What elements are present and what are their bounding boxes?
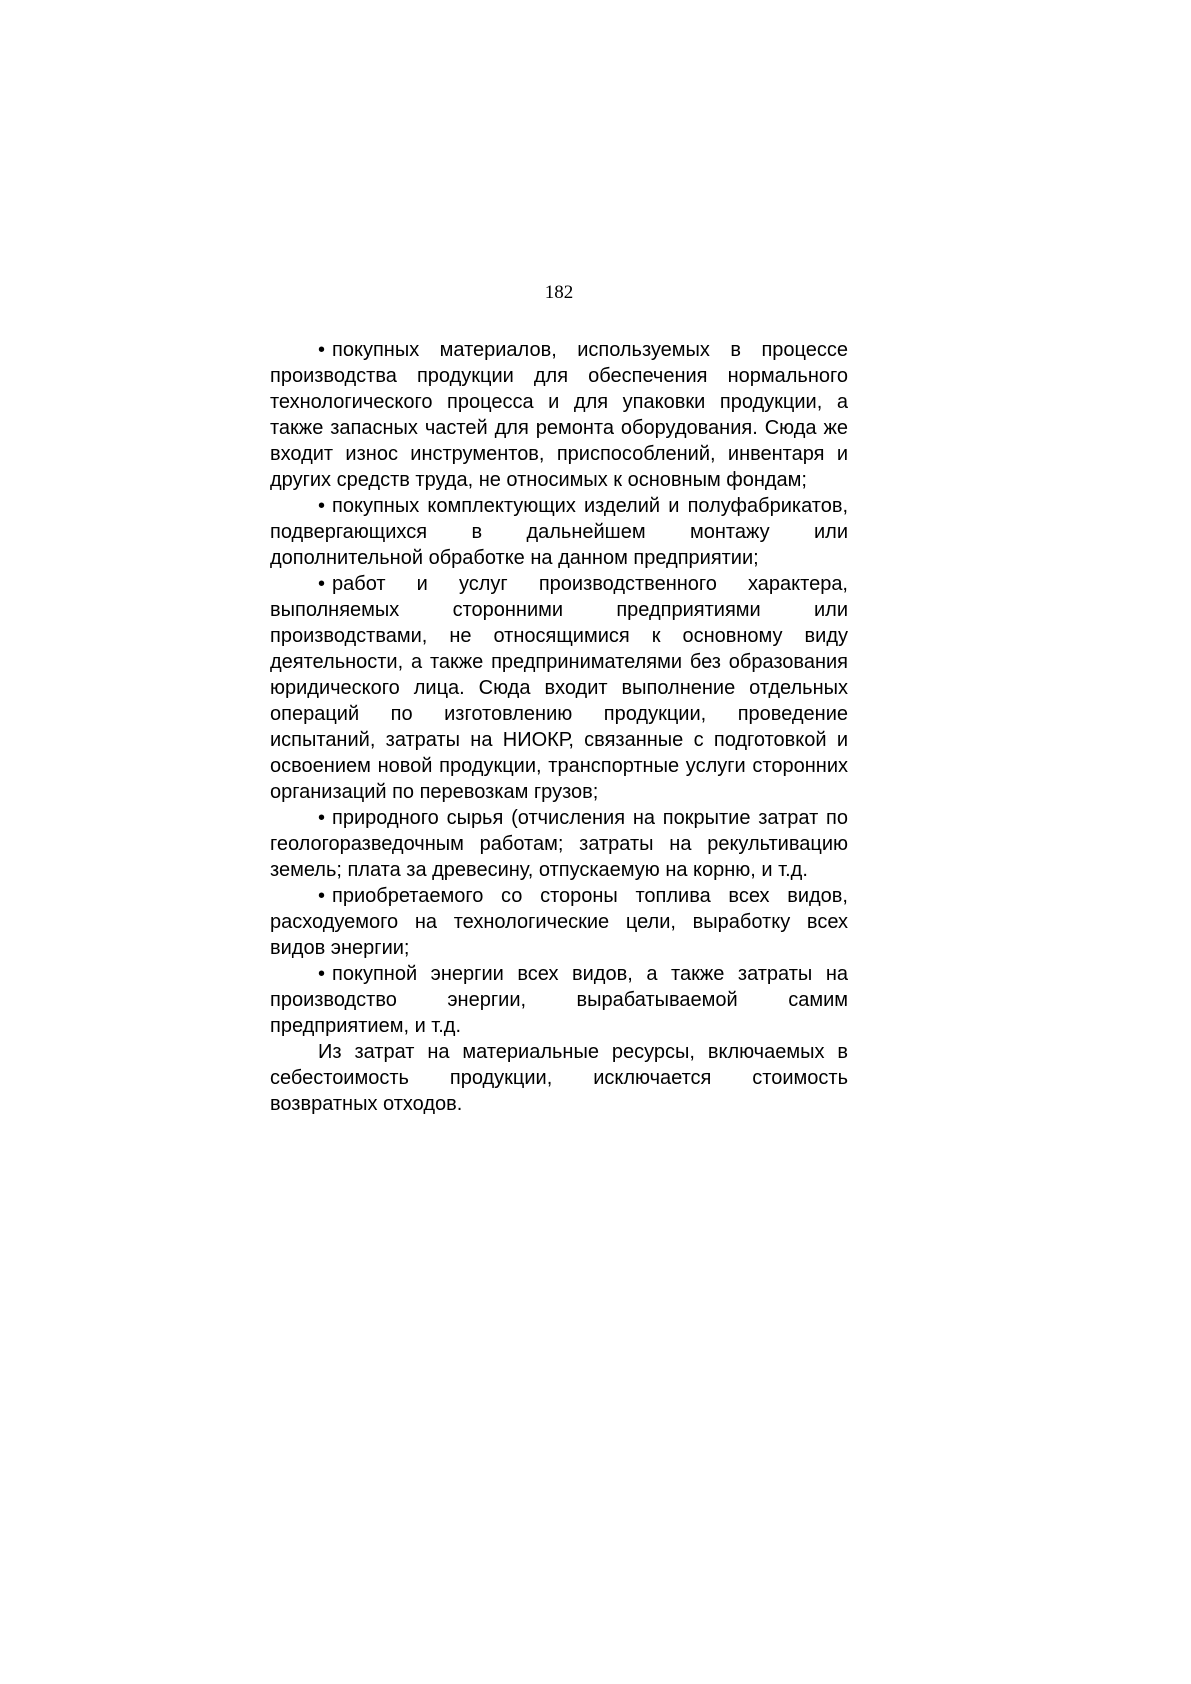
bullet-icon: •	[318, 963, 326, 985]
bullet-text: природного сырья (отчисления на покрытие затрат по геологоразведочным работам; затраты на рекультивацию земель; плата за древесину, отпускаемую на корню, и т.д.	[270, 807, 848, 881]
bullet-icon: •	[318, 339, 326, 361]
bullet-paragraph	[270, 571, 848, 805]
bullet-paragraph	[270, 337, 848, 493]
closing-paragraph: Из затрат на материальные ресурсы, включаемых в себестоимость продукции, исключается стоимость возвратных отходов.	[270, 1041, 848, 1115]
page-number: 182	[544, 282, 574, 303]
bullet-icon: •	[318, 573, 326, 595]
bullet-paragraph	[270, 493, 848, 571]
bullet-icon: •	[318, 885, 326, 907]
bullet-text: покупных материалов, используемых в процессе производства продукции для обеспечения нормального технологического процесса и для упаковки продукции, а также запасных частей для ремонта оборудования. Сюда же входит износ инструментов, приспособлений, инвентаря и других средств труда, не относимых к основным фондам;	[270, 339, 848, 491]
bullet-icon: •	[318, 495, 326, 517]
bullet-text: покупных комплектующих изделий и полуфабрикатов, подвергающихся в дальнейшем монтажу или дополнительной обработке на данном предприятии;	[270, 495, 848, 569]
bullet-text: работ и услуг производственного характера, выполняемых сторонними предприятиями или производствами, не относящимися к основному виду деятельности, а также предпринимателями без образования юридического лица. Сюда входит выполнение отдельных операций по изготовлению продукции, проведение испытаний, затраты на НИОКР, связанные с подготовкой и освоением новой продукции, транспортные услуги сторонних организаций по перевозкам грузов;	[270, 573, 848, 803]
bullet-paragraph	[270, 805, 848, 883]
bullet-paragraph	[270, 961, 848, 1039]
bullet-paragraph	[270, 883, 848, 961]
bullet-text: покупной энергии всех видов, а также затраты на производство энергии, вырабатываемой самим предприятием, и т.д.	[270, 963, 848, 1037]
bullet-text: приобретаемого со стороны топлива всех видов, расходуемого на технологические цели, выработку всех видов энергии;	[270, 885, 848, 959]
page-content	[270, 337, 848, 1117]
bullet-icon: •	[318, 807, 326, 829]
